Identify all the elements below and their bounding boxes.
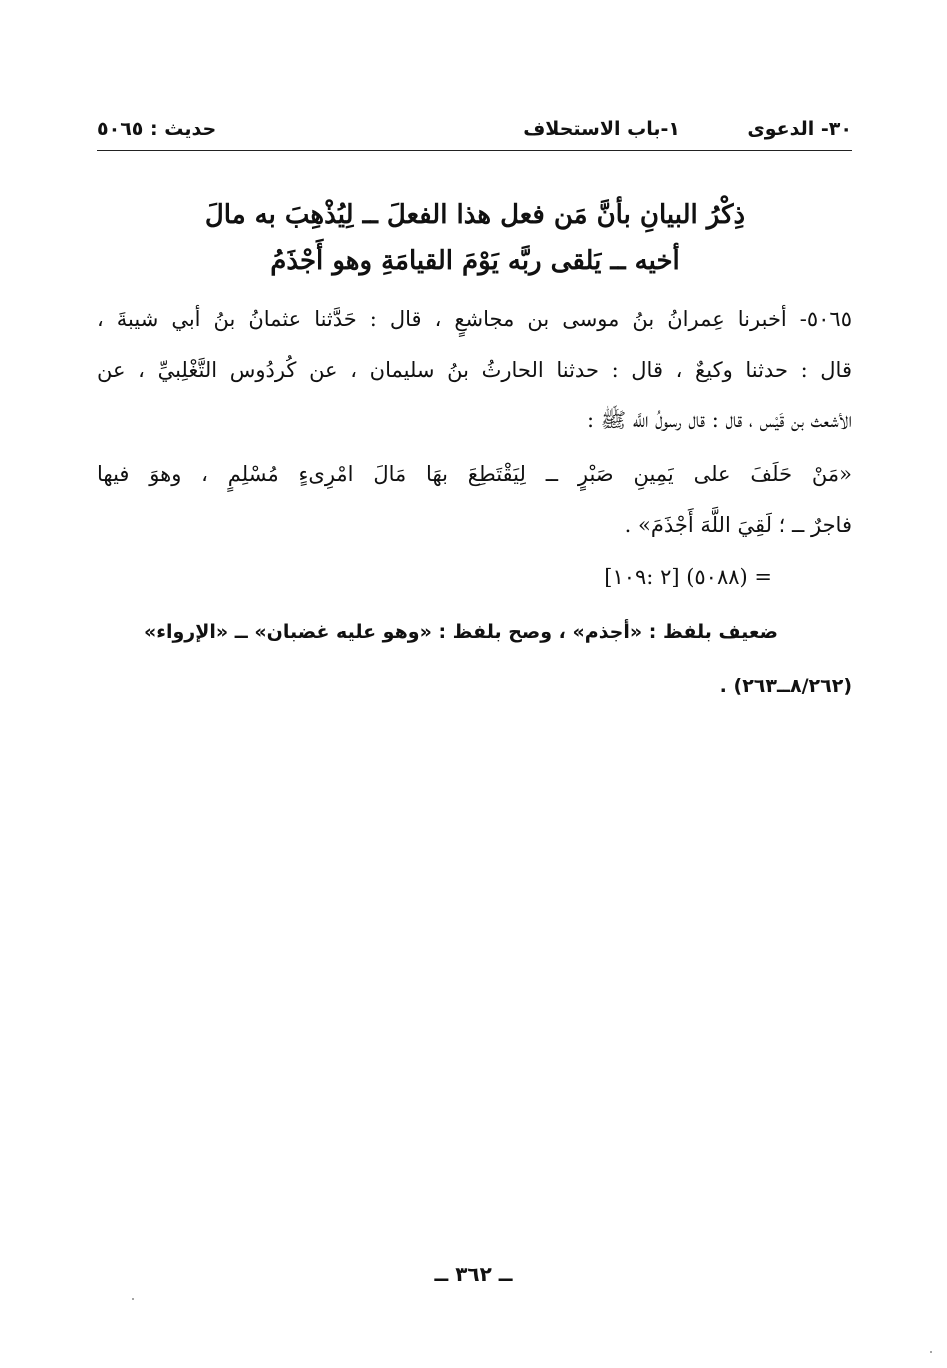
hadith-isnad-line-3: الأشعث بن قَيْس ، قال : قال رسولُ اللَّه ﷺ : [586,408,852,432]
page-number: ــ ٣٦٢ ــ [434,1262,513,1286]
grading-line-2: (٨/٢٦٢ــ٢٦٣) . [719,675,852,697]
scan-speck [930,1351,932,1353]
running-header [97,112,852,146]
heading-line-1: ذِكْرُ البيانِ بأنَّ مَن فعل هذا الفعلَ ــ لِيُذْهِبَ به مالَ [204,200,746,230]
hadith-matn-line-2: فاجرٌ ــ ؛ لَقِيَ اللَّهَ أَجْذَمَ» . [624,513,852,537]
header-divider [97,150,852,151]
heading-line-2: أخيه ــ يَلقى ربَّه يَوْمَ القيامَةِ وهو أَجْذَمُ [270,246,680,276]
header-section-title: ١-باب الاستحلاف [523,118,680,140]
hadith-matn-line-1: «مَنْ حَلَفَ على يَمِينِ صَبْرٍ ــ لِيَقْتَطِعَ بهَا مَالَ امْرِىءٍ مُسْلِمٍ ، وهوَ فيها [97,462,852,486]
scan-speck [132,1298,134,1300]
section-heading [150,192,800,284]
hadith-cross-reference: = (٥٠٨٨) [٢ :١٠٩] [604,565,772,589]
hadith-isnad-line-2: قال : حدثنا وكيعٌ ، قال : حدثنا الحارثُ بنُ سليمان ، عن كُردُوس التَّغْلِبيِّ ، عن [97,358,852,382]
header-hadith-number: حديث : ٥٠٦٥ [97,118,217,140]
grading-line-1: ضعيف بلفظ : «أجذم» ، وصح بلفظ : «وهو عليه غضبان» ــ «الإرواء» [143,621,778,643]
header-chapter-title: ٣٠- الدعوى [747,118,852,140]
hadith-isnad-line-1: ٥٠٦٥- أخبرنا عِمرانُ بنُ موسى بن مجاشعٍ ، قال : حَدَّثنا عثمانُ بنُ أبي شيبةَ ، [97,307,852,331]
